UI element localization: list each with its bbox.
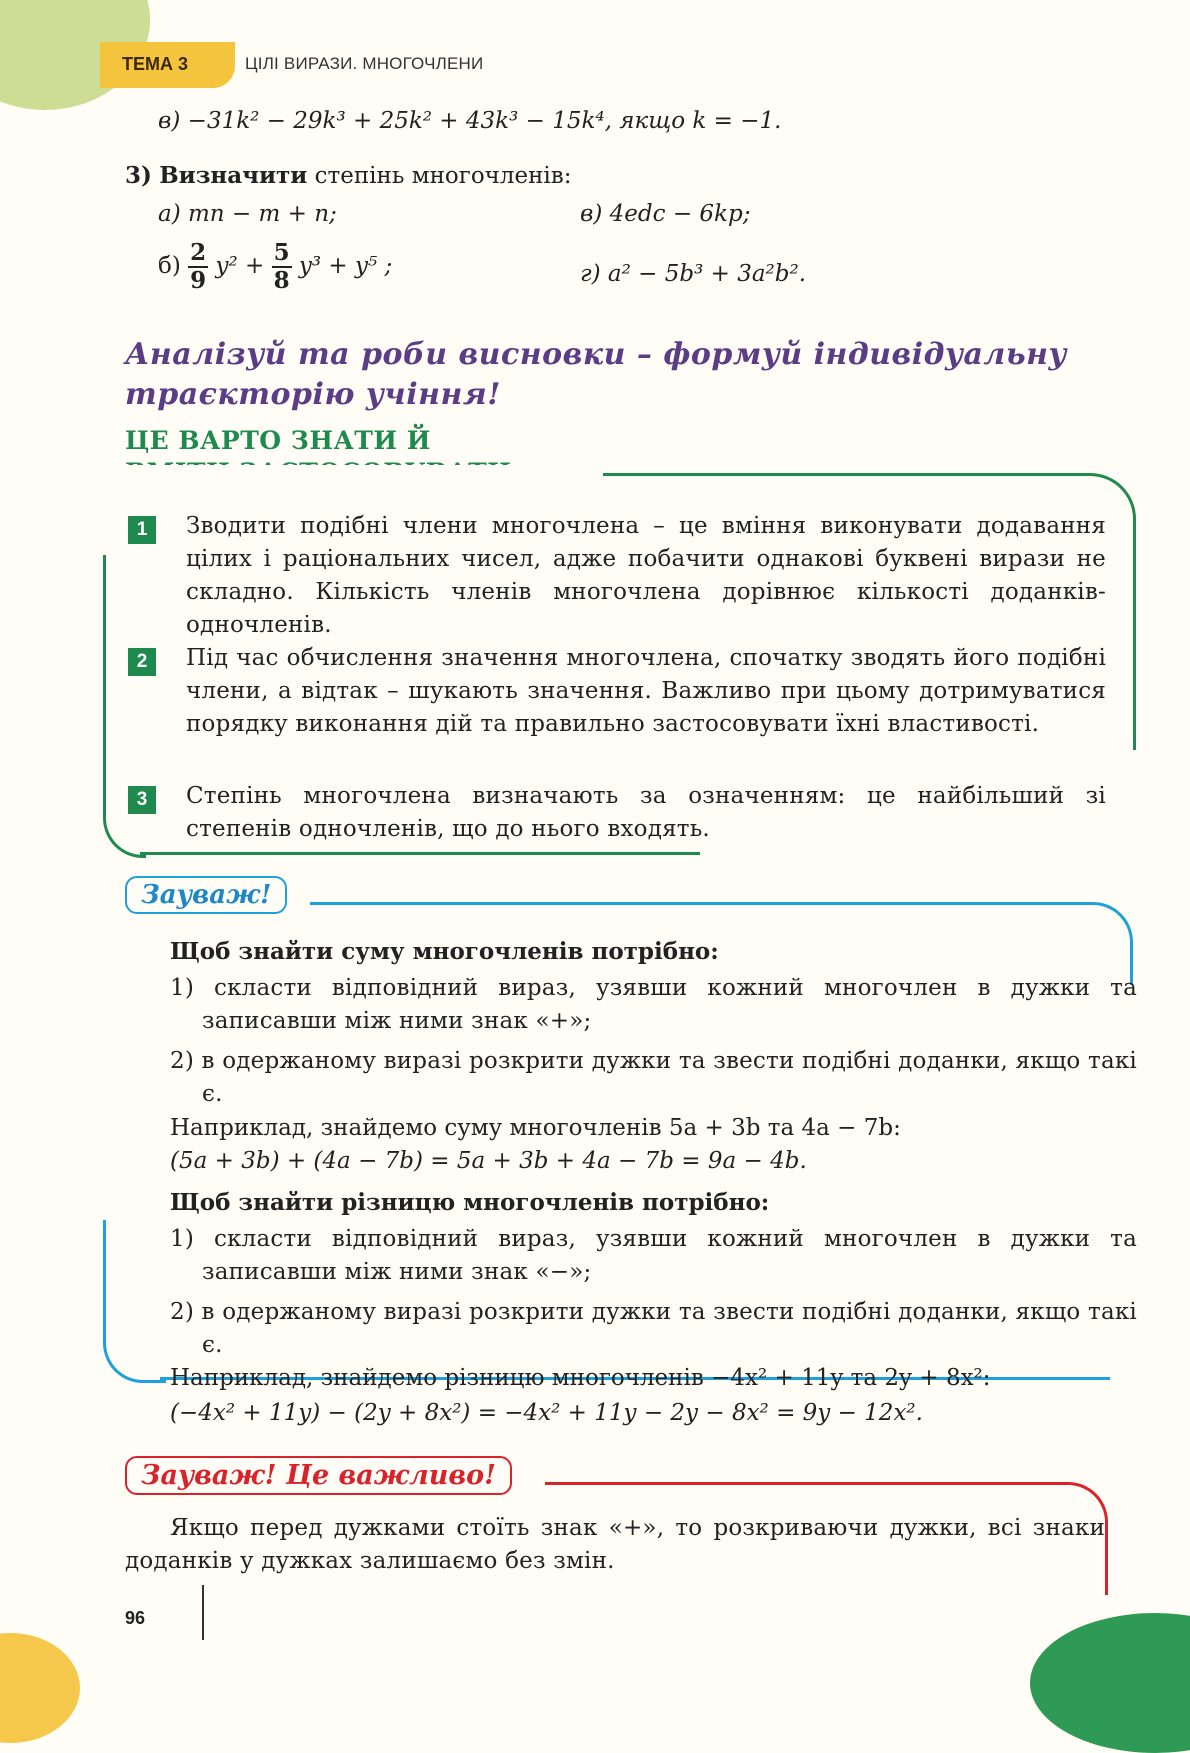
important-text: Якщо перед дужками стоїть знак «+», то розкриваючи дужки, всі знаки доданків у дужках залишаємо без змін. (125, 1515, 1105, 1574)
task-3-b-term1: y² + (215, 253, 265, 279)
know-title-line-1: ЦЕ ВАРТО ЗНАТИ Й (125, 426, 431, 455)
analyse-heading: Аналізуй та роби висновки – формуй індивідуальну траєкторію учіння! (125, 337, 1067, 412)
know-frame-mask (103, 465, 603, 485)
topic-label: ТЕМА 3 (122, 54, 189, 74)
page-number-divider (202, 1585, 204, 1640)
know-badge-2: 2 (128, 648, 156, 676)
fraction-denominator: 8 (273, 267, 290, 294)
sum-title (170, 935, 719, 969)
sum-step-2: 2) в одержаному виразі розкрити дужки та звести подібні доданки, якщо такі є. (170, 1048, 1137, 1107)
decor-corner-bottom-right (1030, 1613, 1190, 1753)
know-badge-3: 3 (128, 786, 156, 814)
task-3-a: а) mn − m + n; (158, 201, 337, 227)
task-3-heading (125, 160, 571, 192)
sum-step-1: 1) скласти відповідний вираз, узявши кожний многочлен в дужки та записавши між ними знак «+»; (170, 975, 1137, 1034)
diff-example: Наприклад, знайдемо різницю многочленів −4x² + 11y та 2y + 8x²: (170, 1365, 991, 1391)
task-3-b (158, 240, 392, 294)
note-frame-left (103, 1220, 166, 1383)
know-item-3: Степінь многочлена визначають за означенням: це найбільший зі степенів одночленів, що до нього входять. (186, 783, 1106, 842)
fraction-numerator: 2 (190, 239, 207, 266)
page-number: 96 (125, 1608, 146, 1628)
task-v-expression: в) −31k² − 29k³ + 25k² + 43k³ − 15k⁴, якщо k = −1. (158, 108, 782, 134)
diff-title (170, 1186, 769, 1220)
task-3-g: г) a² − 5b³ + 3a²b². (580, 261, 807, 287)
diff-step-1: 1) скласти відповідний вираз, узявши кожний многочлен в дужки та записавши між ними знак «−»; (170, 1226, 1137, 1285)
sum-title-text: Щоб знайти суму многочленів потрібно: (170, 938, 719, 965)
know-badge-1: 1 (128, 516, 156, 544)
know-item-1: Зводити подібні члени многочлена – це вміння виконувати додавання цілих і раціональних чисел, адже побачити однакові буквені вирази не складно. Кількість членів многочлена дорівнює кількості доданків-одночленів. (186, 513, 1106, 638)
decor-corner-bottom-left (0, 1633, 80, 1743)
diff-title-text: Щоб знайти різницю многочленів потрібно: (170, 1189, 770, 1216)
fraction-numerator: 5 (273, 239, 290, 266)
task-3-number: 3) (125, 162, 152, 189)
task-3-b-term2: y³ + y⁵ ; (298, 253, 393, 279)
know-frame-mask-right (1125, 750, 1145, 870)
task-3-b-prefix: б) (158, 253, 181, 279)
sum-example: Наприклад, знайдемо суму многочленів 5a + 3b та 4a − 7b: (170, 1115, 901, 1141)
task-3-lead-rest: степінь многочленів: (307, 163, 572, 189)
diff-formula: (−4x² + 11y) − (2y + 8x²) = −4x² + 11y − 2y − 8x² = 9y − 12x². (170, 1400, 923, 1426)
running-header: ЦІЛІ ВИРАЗИ. МНОГОЧЛЕНИ (245, 54, 484, 73)
fraction-denominator: 9 (190, 267, 207, 294)
task-3-v: в) 4edc − 6kp; (580, 201, 751, 227)
important-tag: Зауваж! Це важливо! (125, 1456, 512, 1495)
know-frame-bottom (140, 852, 700, 855)
fraction-5-8 (272, 240, 292, 294)
diff-step-2: 2) в одержаному виразі розкрити дужки та звести подібні доданки, якщо такі є. (170, 1299, 1137, 1358)
task-3-lead-bold: Визначити (159, 162, 308, 189)
note-tag: Зауваж! (125, 876, 287, 914)
sum-formula: (5a + 3b) + (4a − 7b) = 5a + 3b + 4a − 7b = 9a − 4b. (170, 1148, 807, 1174)
fraction-2-9 (188, 240, 208, 294)
know-item-2: Під час обчислення значення многочлена, спочатку зводять його подібні члени, а відтак – шукають значення. Важливо при цьому дотримуватися порядку виконання дій та правильно застосовувати їхні властивості. (186, 645, 1106, 737)
